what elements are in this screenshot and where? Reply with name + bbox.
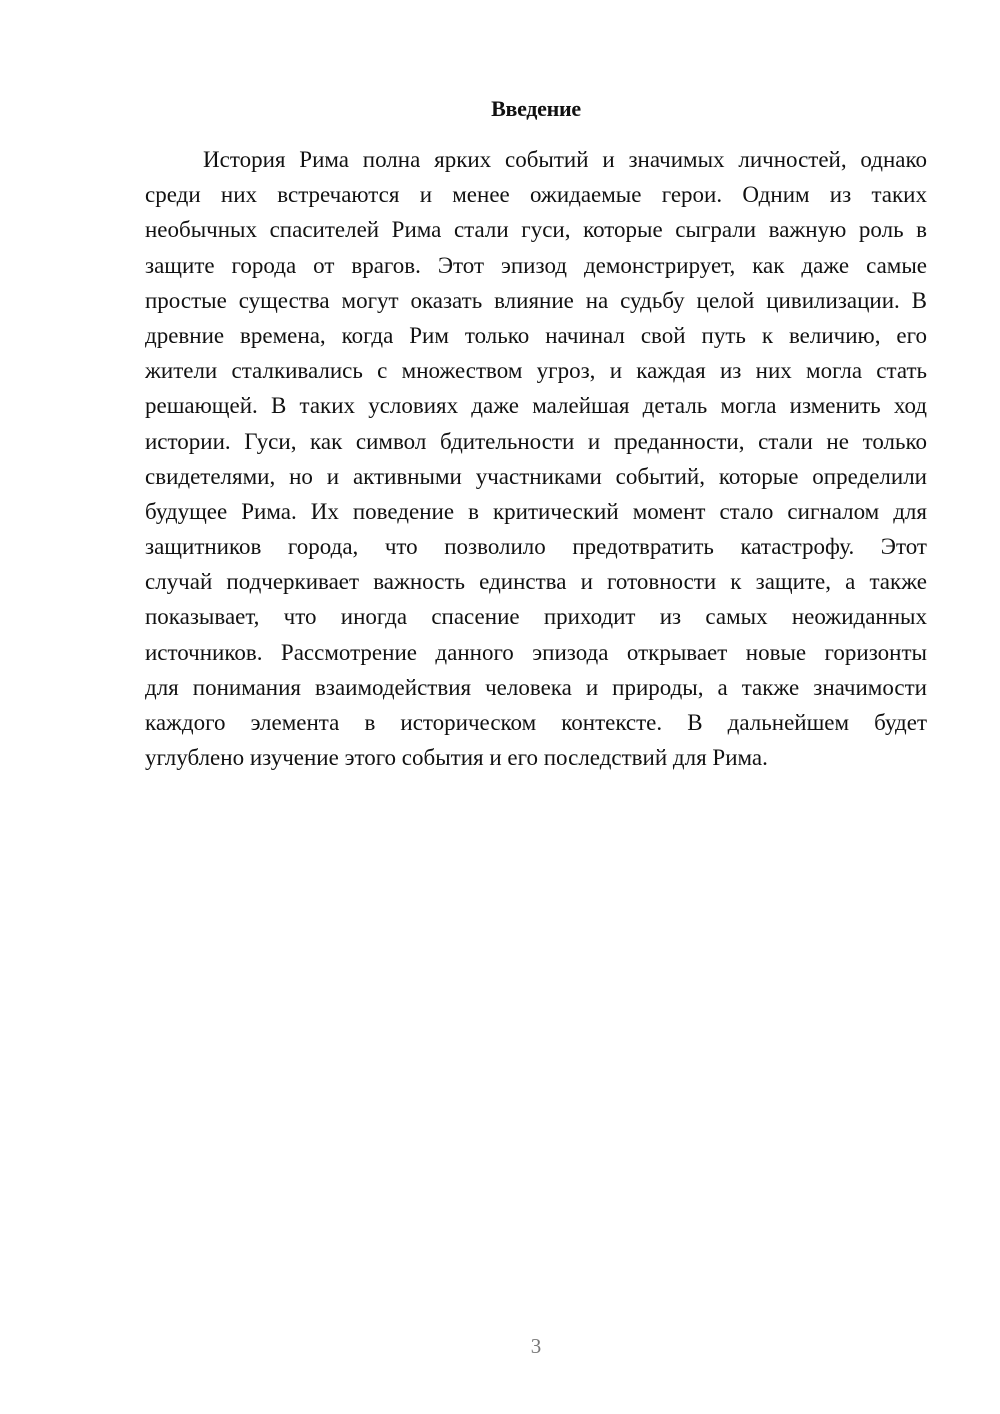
paragraph-line: показывает, что иногда спасение приходит из самых неожиданных (145, 604, 927, 630)
page-number: 3 (530, 1334, 542, 1358)
intro-paragraph (145, 142, 927, 775)
section-heading: Введение (491, 96, 581, 121)
paragraph-line: для понимания взаимодействия человека и природы, а также значимости (145, 674, 927, 700)
paragraph-line: среди них встречаются и менее ожидаемые герои. Одним из таких (145, 182, 927, 208)
paragraph-line: каждого элемента в историческом контексте. В дальнейшем будет (145, 710, 927, 735)
paragraph-line: источников. Рассмотрение данного эпизода открывает новые горизонты (145, 639, 927, 665)
paragraph-line: История Рима полна ярких событий и значимых личностей, однако (203, 147, 927, 172)
paragraph-line: необычных спасителей Рима стали гуси, которые сыграли важную роль в (145, 217, 927, 243)
paragraph-line: защите города от врагов. Этот эпизод демонстрирует, как даже самые (145, 252, 927, 278)
paragraph-line: углублено изучение этого события и его последствий для Рима. (145, 745, 768, 771)
paragraph-line: жители сталкивались с множеством угроз, и каждая из них могла стать (145, 358, 927, 384)
paragraph-line: истории. Гуси, как символ бдительности и преданности, стали не только (145, 428, 927, 454)
paragraph-line: будущее Рима. Их поведение в критический момент стало сигналом для (145, 498, 927, 524)
paragraph-line: простые существа могут оказать влияние на судьбу целой цивилизации. В (145, 287, 927, 313)
paragraph-line: случай подчеркивает важность единства и готовности к защите, а также (145, 569, 927, 595)
paragraph-line: решающей. В таких условиях даже малейшая деталь могла изменить ход (145, 393, 927, 419)
paragraph-line: древние времена, когда Рим только начинал свой путь к величию, его (145, 322, 927, 348)
paragraph-line: свидетелями, но и активными участниками событий, которые определили (145, 463, 927, 489)
paragraph-line: защитников города, что позволило предотвратить катастрофу. Этот (145, 534, 927, 560)
